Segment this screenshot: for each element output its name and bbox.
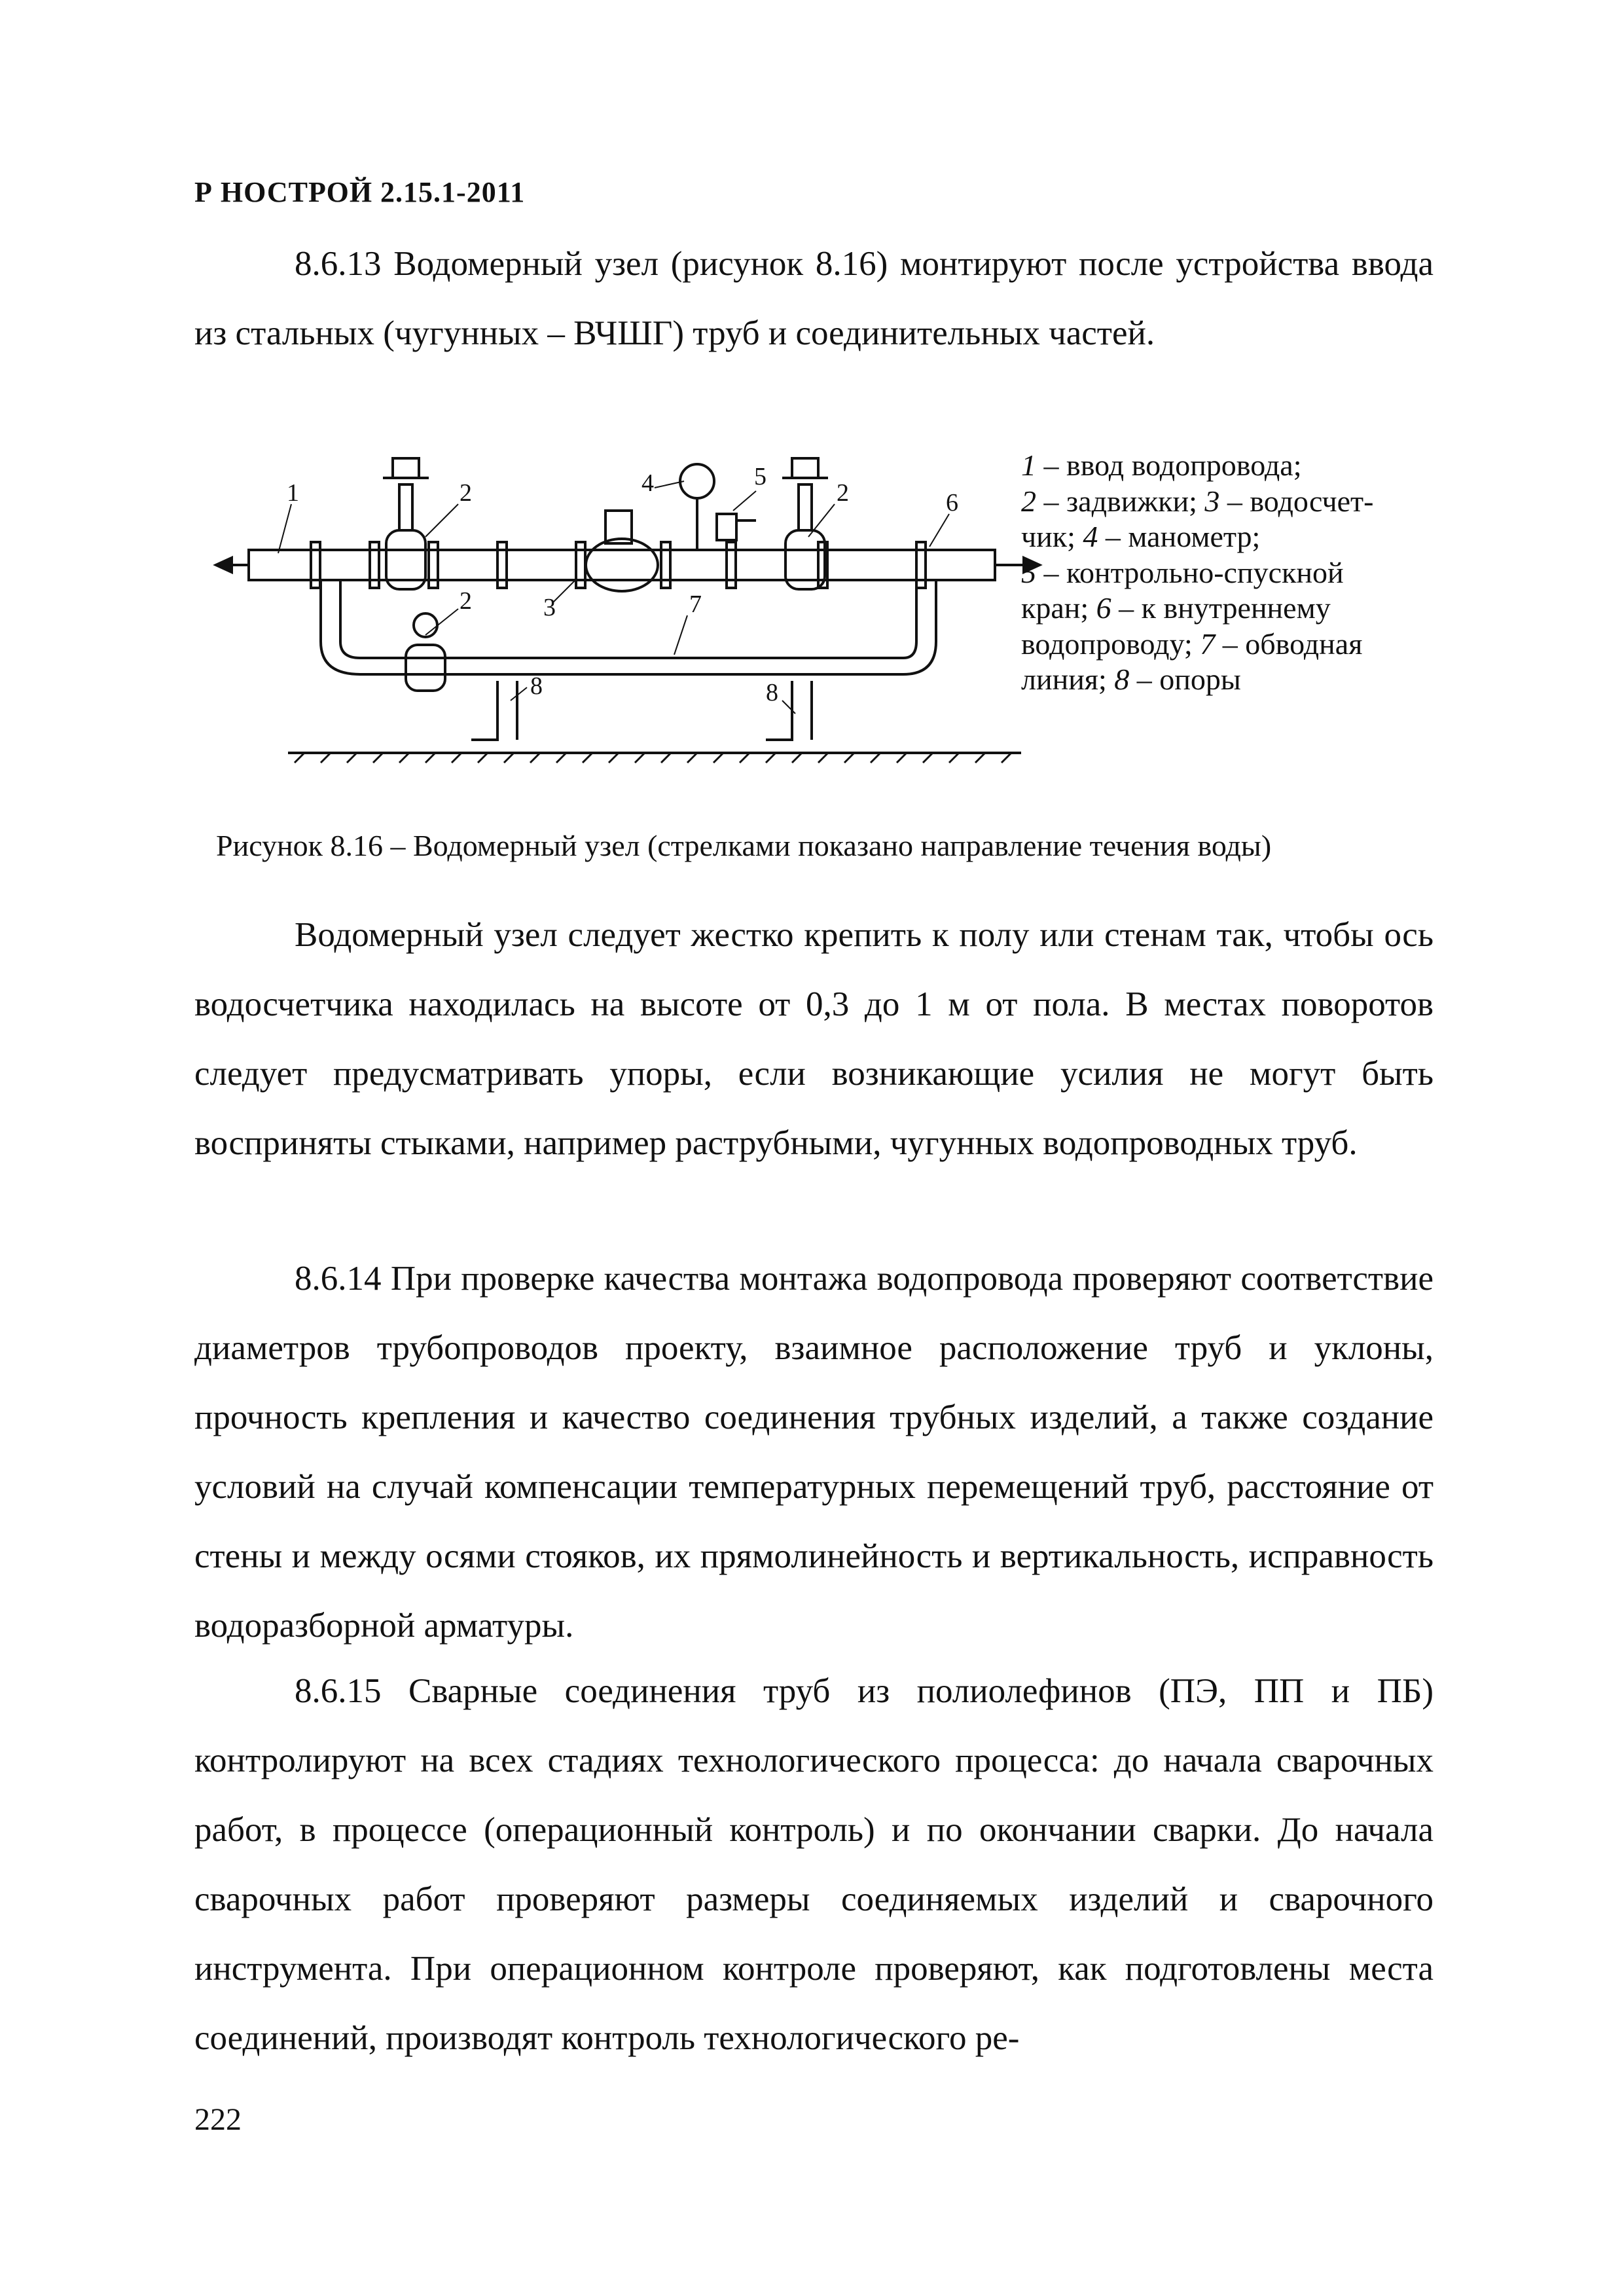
figure-caption: Рисунок 8.16 – Водомерный узел (стрелками показано направление течения воды) [216, 829, 1272, 862]
water-meter-assembly-figure [209, 412, 1060, 779]
legend-line-1: 1 – ввод водопровода; [1021, 448, 1302, 482]
paragraph-8-6-14: 8.6.14 При проверке качества монтажа водопровода проверяют соответствие диаметров трубопроводов проекту, взаимное расположение труб и уклоны, прочность крепления и качество соединения трубных изделий, а также создание условий на случай компенсации температурных перемещений труб, расстояние от стены и между осями стояков, их прямолинейность и вертикальность, исправность водоразборной арматуры. [194, 1260, 1434, 1645]
left-gate-valve [383, 458, 429, 589]
figure-label-8-left: 8 [530, 672, 543, 700]
figure-label-1: 1 [287, 479, 299, 507]
figure-label-6: 6 [946, 489, 958, 517]
figure-label-3: 3 [543, 594, 556, 621]
drain-tap [717, 514, 756, 540]
figure-label-2-right: 2 [837, 479, 849, 507]
legend-line-6: водопроводу; 7 – обводная [1021, 627, 1363, 661]
figure-legend [1021, 448, 1440, 698]
legend-line-3: чик; 4 – манометр; [1021, 520, 1261, 553]
figure-label-2-bypass: 2 [460, 587, 472, 615]
figure-label-2-left: 2 [460, 479, 472, 507]
figure-label-4: 4 [641, 469, 654, 497]
figure-label-8-right: 8 [766, 679, 778, 706]
legend-line-2: 2 – задвижки; 3 – водосчет- [1021, 484, 1374, 518]
legend-line-5: кран; 6 – к внутреннему [1021, 591, 1331, 625]
manometer [680, 464, 714, 550]
legend-line-7: линия; 8 – опоры [1021, 663, 1241, 696]
figure-label-5: 5 [754, 463, 767, 490]
bypass-gate-valve [406, 613, 445, 691]
paragraph-mounting: Водомерный узел следует жестко крепить к полу или стенам так, чтобы ось водосчетчика находилась на высоте от 0,3 до 1 м от пола. В местах поворотов следует предусматривать упоры, если возникающие усилия не могут быть восприняты стыками, например раструбными, чугунных водопроводных труб. [194, 916, 1434, 1162]
main-pipe [249, 550, 995, 580]
document-header: Р НОСТРОЙ 2.15.1-2011 [194, 176, 526, 208]
pipe-supports [471, 681, 812, 740]
inflow-arrow [216, 558, 232, 572]
paragraph-8-6-15: 8.6.15 Сварные соединения труб из полиолефинов (ПЭ, ПП и ПБ) контролируют на всех стадиях технологического процесса: до начала сварочных работ, в процессе (операционный контроль) и по окончании сварки. До начала сварочных работ проверяют размеры соединяемых изделий и сварочного инструмента. При операционном контроле проверяют, как подготовлены места соединений, производят контроль технологического ре- [194, 1672, 1434, 2057]
legend-line-4: 5 – контрольно-спускной [1021, 555, 1344, 589]
right-gate-valve [782, 458, 828, 589]
paragraph-8-6-13: 8.6.13 Водомерный узел (рисунок 8.16) монтируют после устройства ввода из стальных (чугунных – ВЧШГ) труб и соединительных частей. [194, 245, 1434, 352]
figure-label-7: 7 [689, 591, 702, 618]
page-number: 222 [194, 2102, 242, 2137]
floor-hatching [295, 753, 1011, 763]
